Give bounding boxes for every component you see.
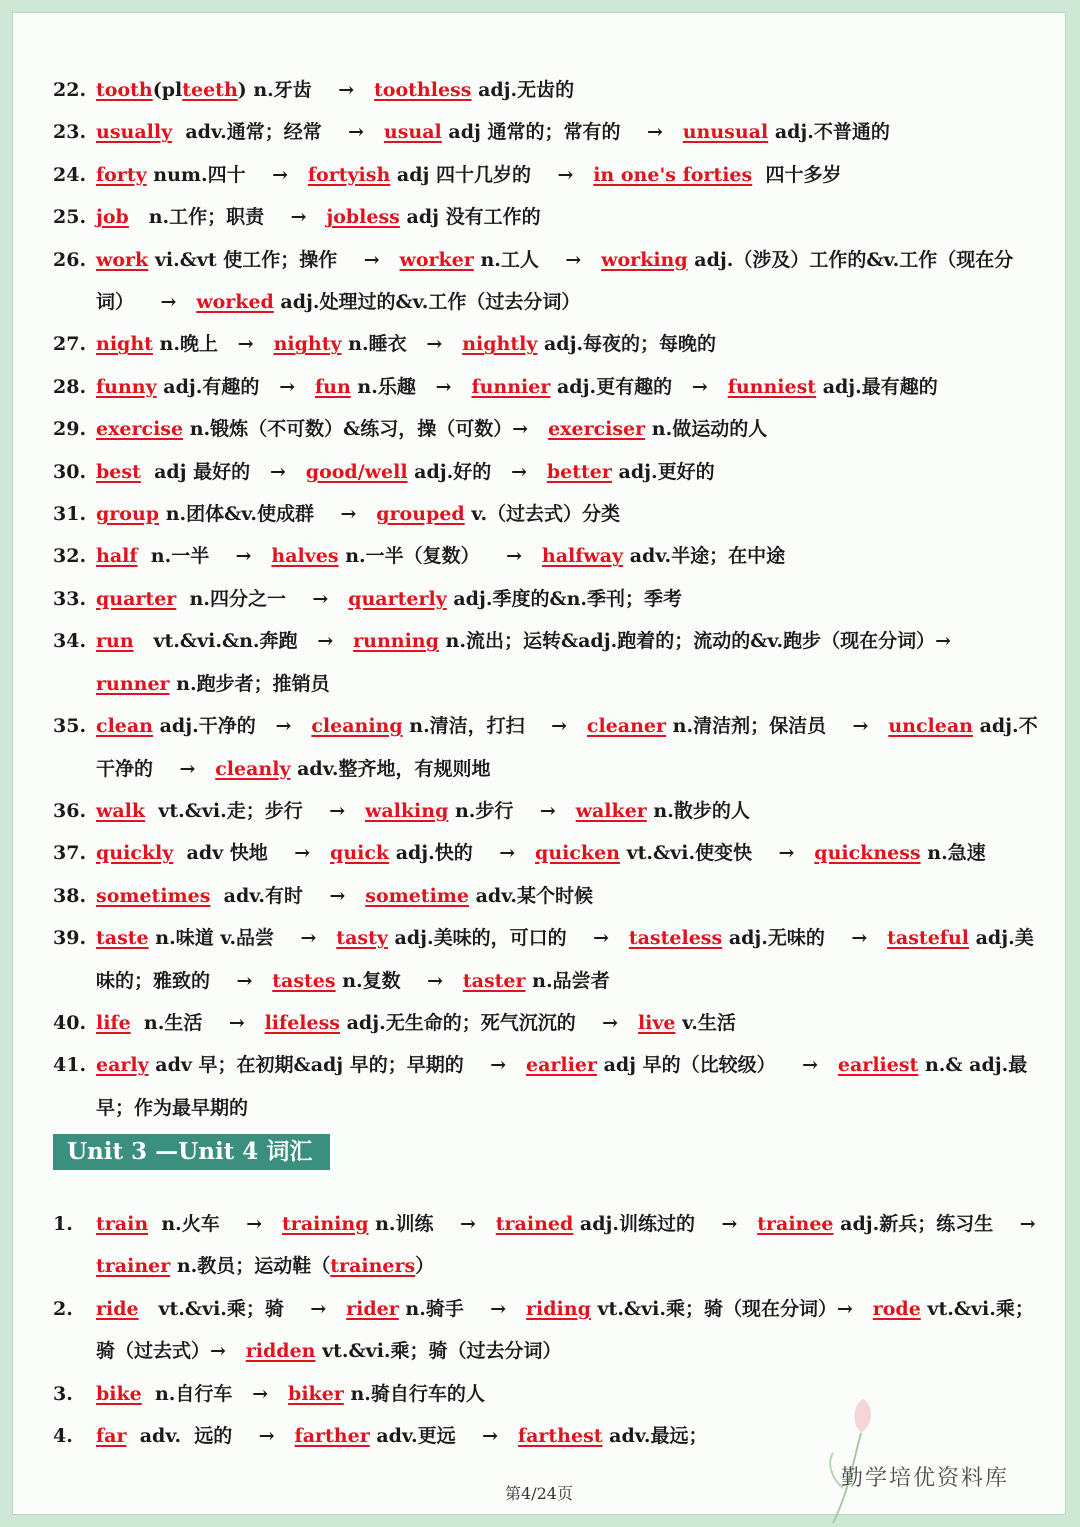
vocab-entry <box>53 154 1043 196</box>
vocab-word: lifeless <box>264 1011 340 1034</box>
vocab-gloss: n.工人 → <box>473 248 602 271</box>
vocab-gloss: adv 快地 → <box>173 842 331 865</box>
vocab-word: best <box>96 460 141 483</box>
vocab-gloss: n.散步的人 <box>646 799 750 822</box>
entry-number: 27. <box>53 333 87 356</box>
vocab-gloss: n.骑自行车的人 <box>343 1382 485 1405</box>
vocab-word: forty <box>96 163 147 186</box>
vocab-gloss: v.生活 <box>675 1011 736 1034</box>
vocab-word: exercise <box>96 418 184 441</box>
vocab-word: trainer <box>96 1255 171 1278</box>
entry-number: 22. <box>53 79 87 101</box>
vocab-word: running <box>353 630 439 653</box>
vocab-gloss: adj.干净的 → <box>153 715 312 738</box>
vocab-gloss: adv.某个时候 <box>469 884 593 907</box>
vocab-gloss: v.（过去式）分类 <box>464 503 621 526</box>
vocab-gloss: n.味道 v.品尝 → <box>148 927 337 950</box>
vocab-gloss: adv 早；在初期&adj 早的；早期的 → <box>148 1054 527 1077</box>
vocab-word: clean <box>96 715 153 738</box>
vocab-word: exerciser <box>548 418 646 441</box>
vocab-gloss: adj.新兵；练习生 → <box>833 1213 1056 1235</box>
vocab-gloss: n.晚上 → <box>152 333 274 356</box>
vocab-gloss: adj.处理过的&v.工作（过去分词） <box>273 291 581 314</box>
vocab-word: tastes <box>272 969 336 992</box>
vocab-word: walk <box>96 799 146 822</box>
vocab-word: cleanly <box>215 757 291 780</box>
vocab-word: quick <box>330 842 390 865</box>
vocab-word: tooth <box>96 79 153 101</box>
vocab-word: halfway <box>541 545 624 568</box>
vocab-word: work <box>96 248 149 271</box>
vocab-word: worked <box>196 291 274 314</box>
vocab-word: trained <box>495 1213 574 1235</box>
vocab-word: job <box>96 206 129 229</box>
vocab-gloss: adj.最有趣的 <box>816 375 938 398</box>
vocab-gloss: adv.半途；在中途 <box>623 545 786 568</box>
document-page <box>12 12 1066 1515</box>
vocab-word: usually <box>96 121 173 144</box>
vocab-word: nighty <box>273 333 342 356</box>
entry-number: 29. <box>53 418 87 441</box>
entry-number: 3. <box>53 1382 73 1405</box>
vocab-word: fun <box>314 375 351 398</box>
vocab-entry <box>53 1288 1043 1373</box>
vocab-entry <box>53 366 1043 408</box>
vocab-word: sometimes <box>96 884 211 907</box>
vocab-gloss: n.乐趣 → <box>350 375 472 398</box>
vocab-gloss: vt.&vi.乘；骑（过去式）→ <box>96 1297 1034 1363</box>
entry-number: 33. <box>53 587 87 610</box>
vocab-word: funny <box>96 375 157 398</box>
vocab-word: ridden <box>245 1340 316 1363</box>
vocab-gloss: n.一半（复数） → <box>338 545 542 568</box>
vocab-entry <box>53 111 1043 153</box>
vocab-word: biker <box>288 1382 344 1405</box>
vocab-word: taster <box>462 969 526 992</box>
vocab-gloss: vt.&vi.&n.奔跑 → <box>133 630 354 653</box>
vocab-gloss: adv.通常；经常 → <box>172 121 384 144</box>
vocab-gloss: adv.有时 → <box>210 884 366 907</box>
vocab-entry <box>53 239 1043 324</box>
entry-number: 31. <box>53 503 87 526</box>
entry-number: 23. <box>53 121 87 144</box>
vocab-gloss: adj 四十几岁的 → <box>390 163 594 186</box>
vocab-gloss: adj 早的（比较级） → <box>596 1054 838 1077</box>
vocab-word: trainers <box>330 1255 416 1278</box>
vocab-gloss: 四十多岁 <box>752 163 842 186</box>
entry-number: 25. <box>53 206 87 229</box>
entry-number: 24. <box>53 163 87 186</box>
vocab-word: ride <box>96 1297 139 1320</box>
vocab-entry <box>53 578 1043 620</box>
vocab-word: quickly <box>96 842 174 865</box>
vocab-word: cleaning <box>311 715 403 738</box>
vocab-gloss: adj.无味的 → <box>722 927 888 950</box>
vocab-word: walker <box>575 799 647 822</box>
vocab-word: riding <box>526 1297 591 1320</box>
vocab-gloss: adj.无生命的；死气沉沉的 → <box>340 1011 638 1034</box>
vocab-word: halves <box>271 545 339 568</box>
vocab-gloss: vi.&vt 使工作；操作 → <box>148 248 400 271</box>
vocab-entry <box>53 875 1043 917</box>
entry-number: 26. <box>53 248 87 271</box>
vocab-gloss: n.锻炼（不可数）&练习，操（可数）→ <box>183 418 549 441</box>
vocab-entry <box>53 832 1043 874</box>
vocab-word: bike <box>96 1382 142 1405</box>
entry-number: 41. <box>53 1054 87 1077</box>
vocab-word: far <box>96 1425 127 1448</box>
vocab-word: nightly <box>462 333 538 356</box>
vocab-word: jobless <box>326 206 400 229</box>
vocab-word: usual <box>383 121 442 144</box>
vocab-gloss: adj 没有工作的 <box>399 206 541 229</box>
vocab-word: life <box>96 1011 131 1034</box>
vocab-gloss: vt.&vi.乘；骑（过去分词） <box>315 1340 562 1363</box>
entry-number: 40. <box>53 1011 87 1034</box>
entry-number: 35. <box>53 715 87 738</box>
vocab-gloss: (pl <box>152 79 183 101</box>
vocab-word: teeth <box>182 79 238 101</box>
vocab-gloss: adv.最远； <box>602 1425 708 1448</box>
vocab-word: rider <box>346 1297 399 1320</box>
entry-number: 30. <box>53 460 87 483</box>
vocab-word: tasty <box>336 927 388 950</box>
vocab-word: group <box>96 503 160 526</box>
vocab-word: cleaner <box>586 715 667 738</box>
vocab-gloss: adj.（涉及）工作的&v.工作（现在分词） → <box>96 248 1014 314</box>
entry-number: 1. <box>53 1213 73 1235</box>
vocab-entry <box>53 69 1043 111</box>
vocab-gloss: adv.整齐地，有规则地 <box>290 757 491 780</box>
vocab-word: trainee <box>757 1213 834 1235</box>
vocab-word: train <box>96 1213 149 1235</box>
vocab-gloss: vt.&vi.走；步行 → <box>145 799 365 822</box>
entry-number: 37. <box>53 842 87 865</box>
vocab-entry <box>53 196 1043 238</box>
vocab-word: farther <box>294 1425 370 1448</box>
vocab-gloss: n.教员；运动鞋（ <box>170 1255 331 1278</box>
vocab-word: fortyish <box>307 163 391 186</box>
vocab-word: training <box>282 1213 369 1235</box>
vocab-word: early <box>96 1054 149 1077</box>
vocab-entry <box>53 1373 1043 1415</box>
vocab-word: taste <box>96 927 149 950</box>
vocab-gloss: n.急速 <box>920 842 986 865</box>
vocab-word: run <box>96 630 134 653</box>
vocab-word: half <box>96 545 138 568</box>
vocab-gloss: n.火车 → <box>148 1213 283 1235</box>
vocab-gloss: adj.季度的&n.季刊；季考 <box>446 587 683 610</box>
entry-number: 32. <box>53 545 87 568</box>
vocab-word: quicken <box>535 842 620 865</box>
vocab-word: better <box>546 460 612 483</box>
vocab-gloss: adj.每夜的；每晚的 <box>537 333 717 356</box>
vocab-gloss: adj.不干净的 → <box>96 715 1038 780</box>
entry-number: 4. <box>53 1425 73 1448</box>
entry-number: 2. <box>53 1297 73 1320</box>
vocab-word: unusual <box>682 121 769 144</box>
vocab-gloss: adj.有趣的 → <box>156 375 315 398</box>
vocab-entry <box>53 917 1043 1002</box>
vocab-gloss: adv. 远的 → <box>126 1425 295 1448</box>
vocab-gloss: adj.更好的 <box>611 460 715 483</box>
vocab-gloss: adj 最好的 → <box>140 460 306 483</box>
vocab-gloss: adj.美味的；雅致的 → <box>96 927 1034 992</box>
vocab-gloss: adj 通常的；常有的 → <box>441 121 683 144</box>
vocab-gloss: n.训练 → <box>368 1213 496 1235</box>
vocab-list-units-1-2 <box>53 69 1043 1129</box>
vocab-gloss: n.团体&v.使成群 → <box>159 503 377 526</box>
vocab-entry <box>53 1415 1043 1457</box>
vocab-entry <box>53 493 1043 535</box>
vocab-word: grouped <box>376 503 465 526</box>
vocab-word: night <box>96 333 153 356</box>
vocab-gloss: adj.训练过的 → <box>573 1213 758 1235</box>
entry-number: 39. <box>53 927 87 950</box>
vocab-gloss: n.复数 → <box>335 969 463 992</box>
vocab-word: walking <box>364 799 449 822</box>
vocab-gloss: adj.美味的，可口的 → <box>387 927 629 950</box>
vocab-gloss: n.做运动的人 <box>645 418 768 441</box>
vocab-list-units-3-4 <box>53 1203 1056 1457</box>
vocab-gloss: ） <box>415 1255 435 1278</box>
vocab-entry <box>53 451 1043 493</box>
vocab-gloss: n.跑步者；推销员 <box>169 672 330 695</box>
vocab-word: rode <box>872 1297 921 1320</box>
entry-number: 38. <box>53 884 87 907</box>
vocab-word: live <box>637 1011 676 1034</box>
vocab-word: funnier <box>471 375 551 398</box>
vocab-gloss: n.工作；职责 → <box>128 206 327 229</box>
vocab-word: runner <box>96 672 170 695</box>
entry-number: 28. <box>53 375 87 398</box>
vocab-gloss: n.一半 → <box>137 545 272 568</box>
vocab-gloss: n.自行车 → <box>141 1382 289 1405</box>
vocab-entry <box>53 620 1043 705</box>
vocab-gloss: n.流出；运转&adj.跑着的；流动的&v.跑步（现在分词）→ <box>438 630 971 653</box>
vocab-gloss: n.骑手 → <box>398 1297 527 1320</box>
vocab-word: worker <box>399 248 474 271</box>
vocab-word: quarter <box>96 587 177 610</box>
entry-number: 34. <box>53 630 87 653</box>
vocab-word: unclean <box>888 715 973 738</box>
page-number: 第4/24页 <box>505 1484 573 1503</box>
vocab-entry <box>53 1044 1043 1129</box>
unit-heading: Unit 3 —Unit 4 词汇 <box>53 1134 330 1170</box>
vocab-word: in one's forties <box>593 163 753 186</box>
vocab-gloss: adj.好的 → <box>407 460 547 483</box>
vocab-gloss: num.四十 → <box>146 163 308 186</box>
vocab-gloss: vt.&vi.使变快 → <box>619 842 815 865</box>
vocab-word: good/well <box>305 460 408 483</box>
vocab-word: toothless <box>374 79 472 101</box>
vocab-entry <box>53 790 1043 832</box>
vocab-gloss: n.& adj.最早；作为最早期的 <box>96 1054 1028 1119</box>
vocab-gloss: adj.无齿的 <box>471 79 575 101</box>
vocab-gloss: n.清洁剂；保洁员 → <box>666 715 889 738</box>
vocab-entry <box>53 535 1043 577</box>
vocab-gloss: n.睡衣 → <box>341 333 463 356</box>
vocab-gloss: n.生活 → <box>130 1011 265 1034</box>
vocab-gloss: n.清洁，打扫 → <box>402 715 587 738</box>
vocab-word: earliest <box>837 1054 919 1077</box>
entry-number: 36. <box>53 799 87 822</box>
vocab-gloss: adj.不普通的 <box>768 121 890 144</box>
vocab-word: tasteful <box>887 927 969 950</box>
vocab-word: sometime <box>365 884 469 907</box>
vocab-gloss: adj.快的 → <box>389 842 536 865</box>
vocab-word: quarterly <box>348 587 447 610</box>
vocab-word: quickness <box>814 842 921 865</box>
vocab-gloss: vt.&vi.乘；骑（现在分词）→ <box>590 1297 873 1320</box>
vocab-gloss: adj.更有趣的 → <box>550 375 728 398</box>
vocab-word: farthest <box>517 1425 603 1448</box>
vocab-entry <box>53 705 1043 790</box>
watermark-logo: 勤学培优资料库 <box>841 1466 1010 1491</box>
vocab-word: funniest <box>727 375 817 398</box>
vocab-entry <box>53 323 1043 365</box>
vocab-word: tasteless <box>628 927 723 950</box>
vocab-word: earlier <box>526 1054 597 1077</box>
vocab-entry <box>53 1203 1056 1288</box>
vocab-gloss: ) n.牙齿 → <box>237 79 375 101</box>
vocab-gloss: adv.更远 → <box>369 1425 518 1448</box>
vocab-gloss: vt.&vi.乘；骑 → <box>138 1297 347 1320</box>
vocab-entry <box>53 1002 1043 1044</box>
vocab-gloss: n.步行 → <box>448 799 576 822</box>
vocab-entry <box>53 408 1043 450</box>
vocab-gloss: n.四分之一 → <box>176 587 349 610</box>
vocab-gloss: n.品尝者 <box>525 969 610 992</box>
vocab-word: working <box>601 248 688 271</box>
